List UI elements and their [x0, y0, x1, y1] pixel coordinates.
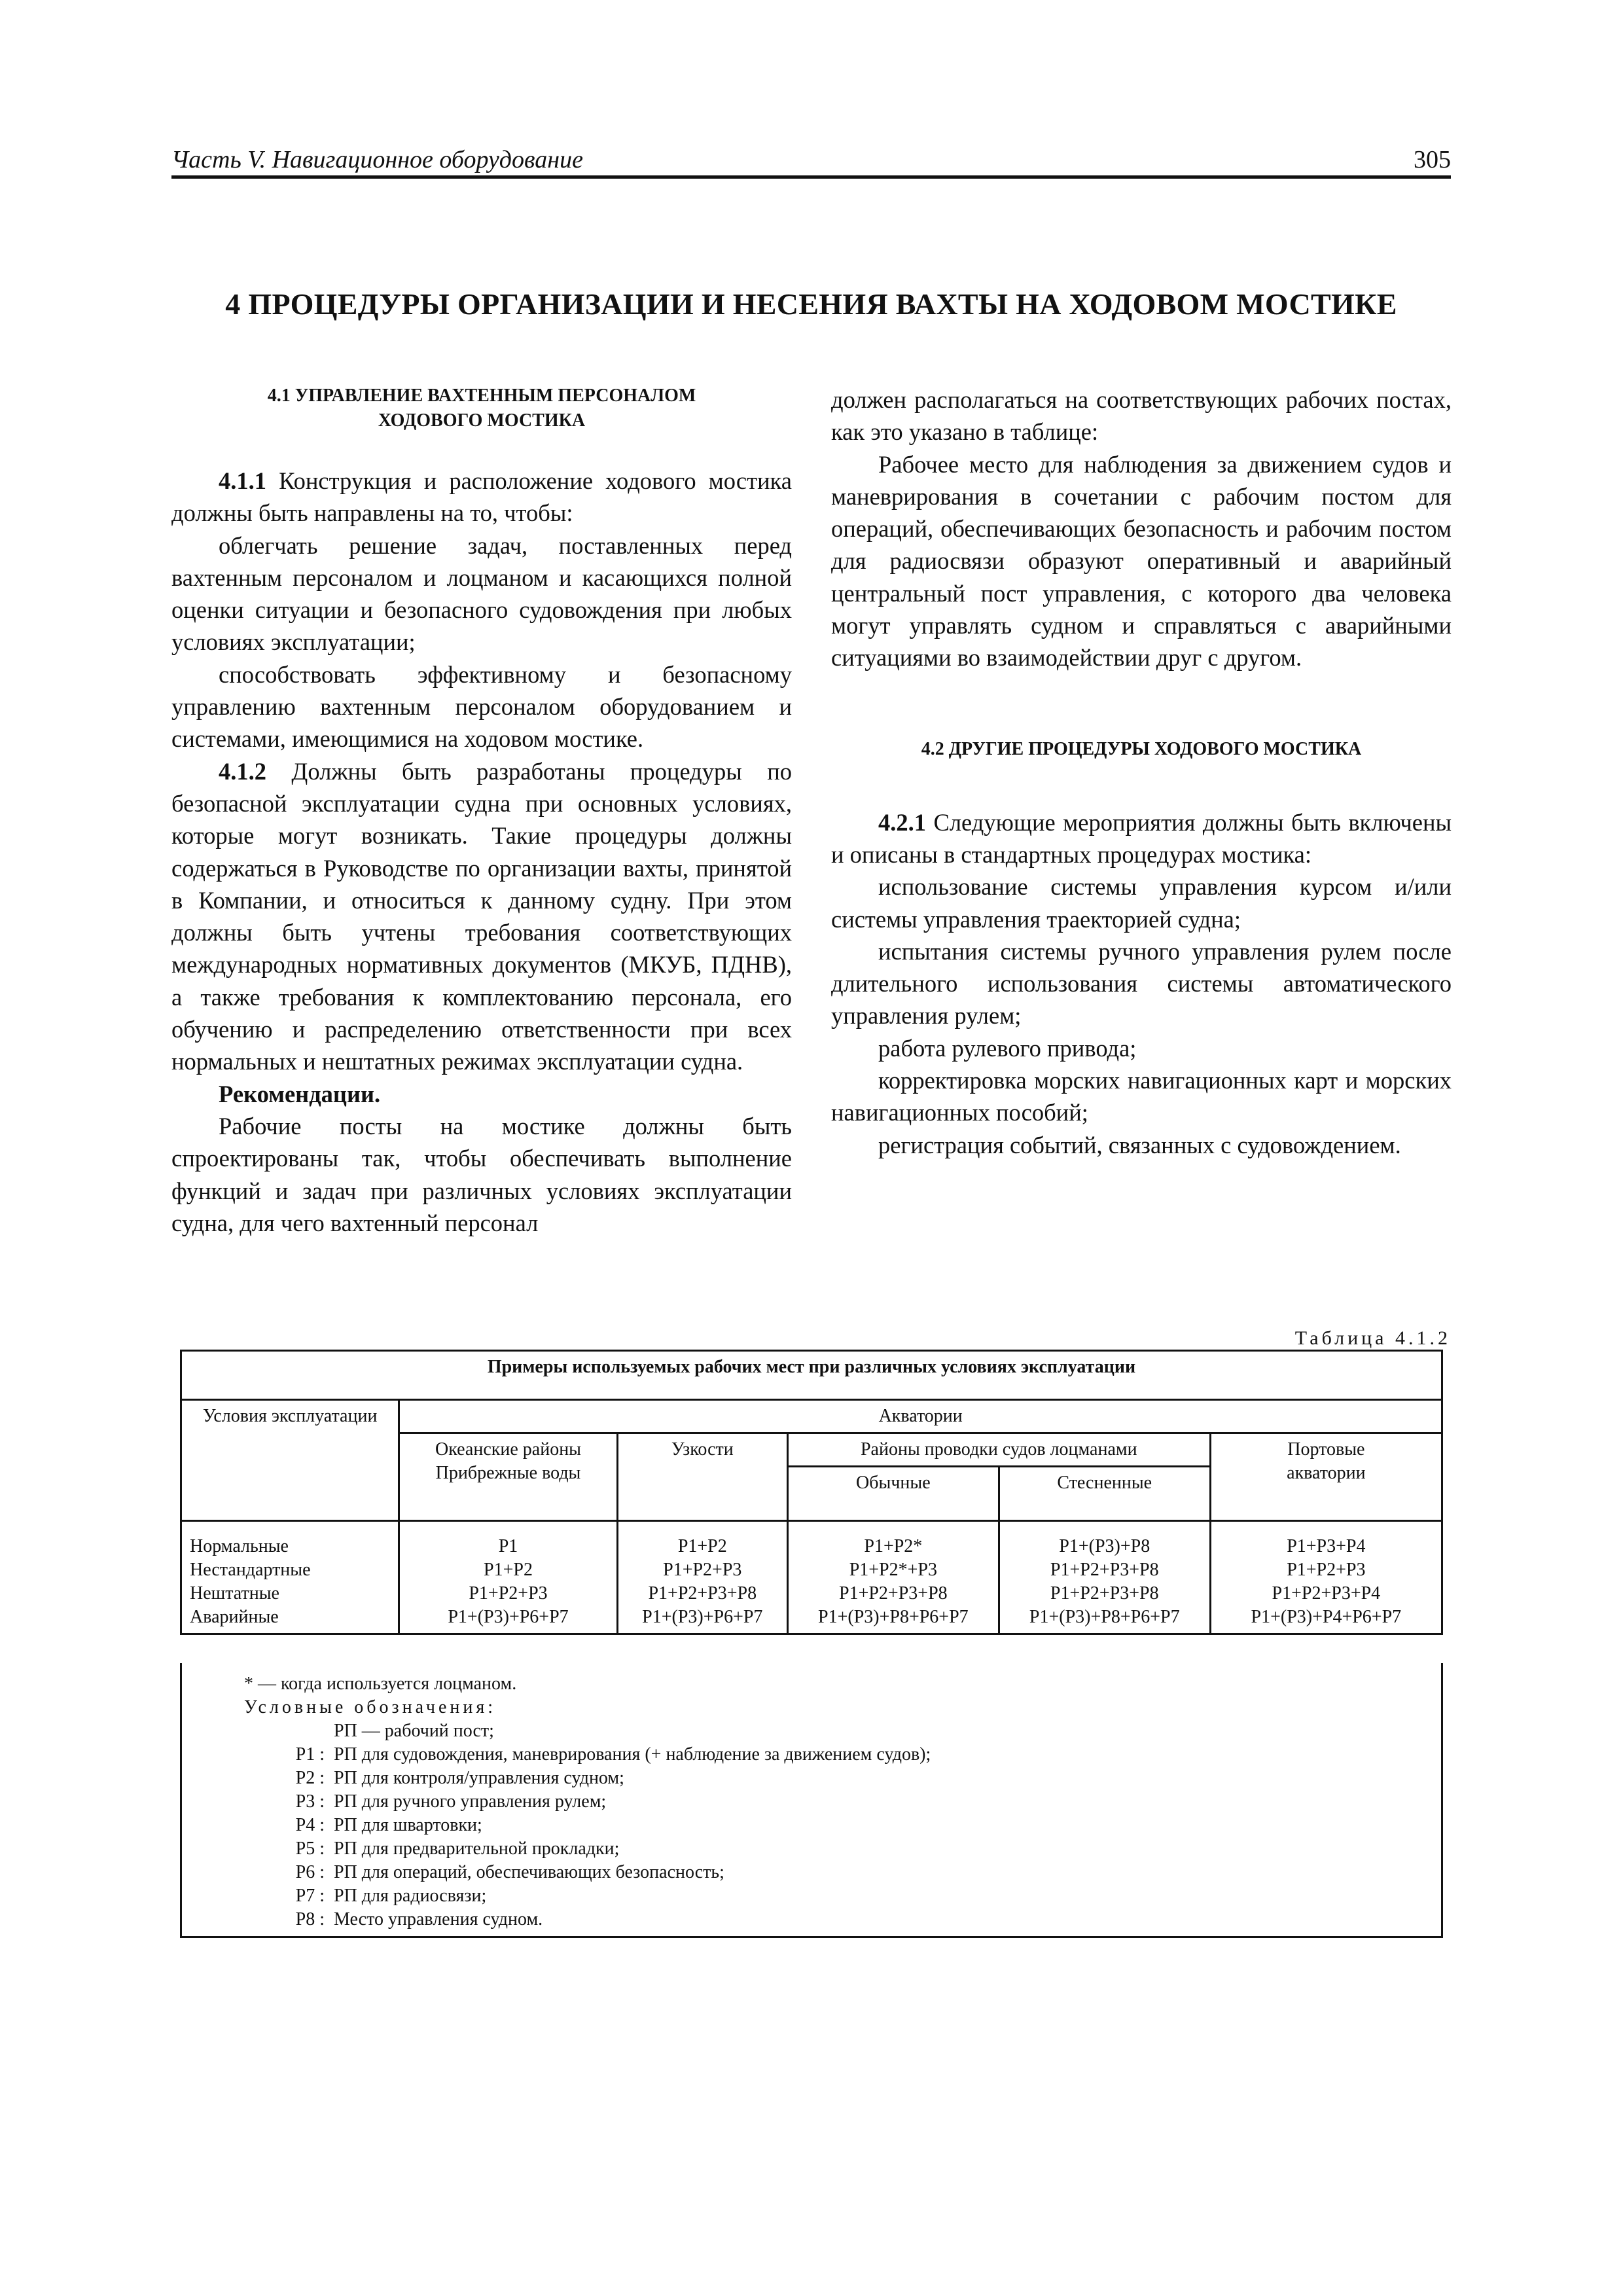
column-header-constrained: Стесненные — [999, 1467, 1210, 1521]
paragraph-4-2-1 — [831, 806, 1452, 871]
column-header-line: Прибрежные воды — [435, 1463, 581, 1483]
footnote: * — когда используется лоцманом. — [244, 1674, 517, 1694]
cell-value: P1+(P3)+P6+P7 — [448, 1607, 569, 1627]
section-title-4-1-line2: ХОДОВОГО МОСТИКА — [378, 410, 586, 431]
table-cell-port — [1210, 1521, 1442, 1634]
recommendations-heading: Рекомендации. — [219, 1080, 381, 1107]
table-row — [181, 1521, 1442, 1634]
legend-text: РП для радиосвязи; — [334, 1886, 487, 1906]
table-cell-ocean — [399, 1521, 617, 1634]
cell-value: P1+P2+P3 — [1287, 1560, 1366, 1580]
list-item: испытания системы ручного управления рулем после длительного использования системы автоматического управления рулем; — [831, 937, 1452, 1030]
legend-text: РП для операций, обеспечивающих безопасность; — [334, 1862, 724, 1882]
cell-value: P1+P2+P3+P8 — [1050, 1583, 1159, 1604]
column-header-pilotage: Районы проводки судов лоцманами — [787, 1433, 1210, 1467]
cell-value: P1+P2+P3+P4 — [1272, 1583, 1381, 1604]
header-rule — [171, 175, 1451, 179]
cell-value: P1+P2+P3 — [469, 1583, 548, 1604]
legend-text: РП для ручного управления рулем; — [334, 1791, 607, 1812]
section-title-4-1-line1: 4.1 УПРАВЛЕНИЕ ВАХТЕННЫМ ПЕРСОНАЛОМ — [267, 386, 696, 406]
areas-header: Акватории — [399, 1400, 1442, 1433]
cell-value: P1+P2+P3 — [663, 1560, 742, 1580]
condition-label: Нестандартные — [190, 1560, 311, 1580]
right-column — [831, 384, 1452, 1161]
legend-code: P5 : — [295, 1839, 325, 1859]
workplace-table — [180, 1350, 1443, 1635]
list-item: использование системы управления курсом и/или системы управления траекторией судна; — [831, 873, 1452, 933]
paragraph-number: 4.1.1 — [219, 467, 266, 494]
cell-value: P1+P2+P3+P8 — [1050, 1560, 1159, 1580]
column-header-line: Океанские районы — [435, 1439, 581, 1460]
table-cell-narrows — [617, 1521, 787, 1634]
cell-value: P1+(P3)+P4+P6+P7 — [1251, 1607, 1402, 1627]
chapter-title: 4 ПРОЦЕДУРЫ ОРГАНИЗАЦИИ И НЕСЕНИЯ ВАХТЫ НА ХОДОВОМ МОСТИКЕ — [225, 287, 1397, 321]
cell-value: P1+P2* — [864, 1536, 923, 1556]
list-item: корректировка морских навигационных карт и морских навигационных пособий; — [831, 1067, 1452, 1126]
legend-code: P4 : — [295, 1815, 325, 1835]
section-title-4-2: 4.2 ДРУГИЕ ПРОЦЕДУРЫ ХОДОВОГО МОСТИКА — [921, 738, 1362, 759]
column-header-ocean — [399, 1433, 617, 1521]
cell-value: P1+P2+P3+P8 — [839, 1583, 948, 1604]
legend-code: P1 : — [295, 1744, 325, 1765]
left-column — [171, 384, 792, 1239]
list-item: облегчать решение задач, поставленных перед вахтенным персоналом и лоцманом и касающихся полной оценки ситуации и безопасного судовождения при любых условиях эксплуатации; — [171, 531, 792, 656]
list-item: регистрация событий, связанных с судовождением. — [878, 1131, 1401, 1158]
legend-text: Место управления судном. — [334, 1909, 543, 1929]
legend-code: P2 : — [295, 1768, 325, 1788]
continuation-text: должен располагаться на соответствующих рабочих постах, как это указано в таблице: — [831, 386, 1452, 446]
conditions-cell — [181, 1521, 399, 1634]
paragraph-number: 4.2.1 — [878, 808, 926, 836]
cell-value: P1+(P3)+P8+P6+P7 — [818, 1607, 969, 1627]
cell-value: P1 — [498, 1536, 518, 1556]
column-header-narrows: Узкости — [617, 1433, 787, 1521]
list-item: работа рулевого привода; — [878, 1034, 1137, 1062]
cell-value: P1+P2+P3+P8 — [648, 1583, 757, 1604]
running-header — [171, 145, 1451, 185]
conditions-header: Условия эксплуатации — [181, 1400, 399, 1521]
workplace-paragraph: Рабочее место для наблюдения за движением судов и маневрирования в сочетании с рабочим постом для операций, обеспечивающих безопасность и рабочим постом для радиосвязи образуют оперативный и аварийный центральный пост управления, с которого два человека могут управлять судном и справляться с аварийными ситуациями во взаимодействии друг с другом. — [831, 450, 1452, 672]
cell-value: P1+P2 — [677, 1536, 727, 1556]
condition-label: Аварийные — [190, 1607, 279, 1627]
column-header-line: акватории — [1287, 1463, 1366, 1483]
condition-label: Нормальные — [190, 1536, 289, 1556]
table-notes — [180, 1663, 1443, 1938]
table-cell-usual — [787, 1521, 999, 1634]
condition-label: Нештатные — [190, 1583, 279, 1604]
cell-value: P1+(P3)+P8+P6+P7 — [1029, 1607, 1180, 1627]
legend-text: РП для предварительной прокладки; — [334, 1839, 620, 1859]
cell-value: P1+(P3)+P6+P7 — [642, 1607, 763, 1627]
legend-code: P8 : — [295, 1909, 325, 1929]
legend-code: P6 : — [295, 1862, 325, 1882]
paragraph-text: Конструкция и расположение ходового мостика должны быть направлены на то, чтобы: — [171, 467, 792, 527]
legend-code: P3 : — [295, 1791, 325, 1812]
table-caption: Примеры используемых рабочих мест при различных условиях эксплуатации — [181, 1351, 1442, 1400]
legend-code: P7 : — [295, 1886, 325, 1906]
paragraph-4-1-1 — [171, 465, 792, 529]
table-cell-constrained — [999, 1521, 1210, 1634]
column-header-usual: Обычные — [787, 1467, 999, 1521]
table-label: Таблица 4.1.2 — [1294, 1327, 1451, 1349]
cell-value: P1+(P3)+P8 — [1059, 1536, 1150, 1556]
list-item: способствовать эффективному и безопасному управлению вахтенным персоналом оборудованием и системами, имеющимися на ходовом мостике. — [171, 660, 792, 753]
page-number: 305 — [1414, 146, 1451, 173]
legend-text: РП для контроля/управления судном; — [334, 1768, 624, 1788]
legend-rp: РП — рабочий пост; — [334, 1721, 494, 1741]
paragraph-text: Должны быть разработаны процедуры по безопасной эксплуатации судна при основных условиях, которые могут возникать. Такие процедуры должны содержаться в Руководстве по организации вахты, принятой в Компании, и относиться к данному судну. При этом должны быть учтены требования соответствующих международных нормативных документов (МКУБ, ПДНВ), а также требования к комплектованию персонала, его обучению и распределению ответственности при всех нормальных и нештатных режимах эксплуатации судна. — [171, 757, 792, 1075]
table-caption-row — [181, 1351, 1442, 1400]
paragraph-number: 4.1.2 — [219, 757, 266, 785]
paragraph-4-1-2 — [171, 755, 792, 1078]
table-header-row — [181, 1400, 1442, 1433]
column-header-port — [1210, 1433, 1442, 1521]
legend-text: РП для судовождения, маневрирования (+ наблюдение за движением судов); — [334, 1744, 931, 1765]
cell-value: P1+P2 — [484, 1560, 533, 1580]
column-header-line: Портовые — [1287, 1439, 1365, 1460]
legend-heading: Условные обозначения: — [244, 1697, 497, 1717]
cell-value: P1+P2*+P3 — [849, 1560, 937, 1580]
legend-text: РП для швартовки; — [334, 1815, 482, 1835]
cell-value: P1+P3+P4 — [1287, 1536, 1366, 1556]
running-title: Часть V. Навигационное оборудование — [171, 146, 583, 173]
paragraph-text: Следующие мероприятия должны быть включены и описаны в стандартных процедурах мостика: — [831, 808, 1452, 868]
recommendations-text: Рабочие посты на мостике должны быть спроектированы так, чтобы обеспечивать выполнение функций и задач при различных условиях эксплуатации судна, для чего вахтенный персонал — [171, 1112, 792, 1236]
